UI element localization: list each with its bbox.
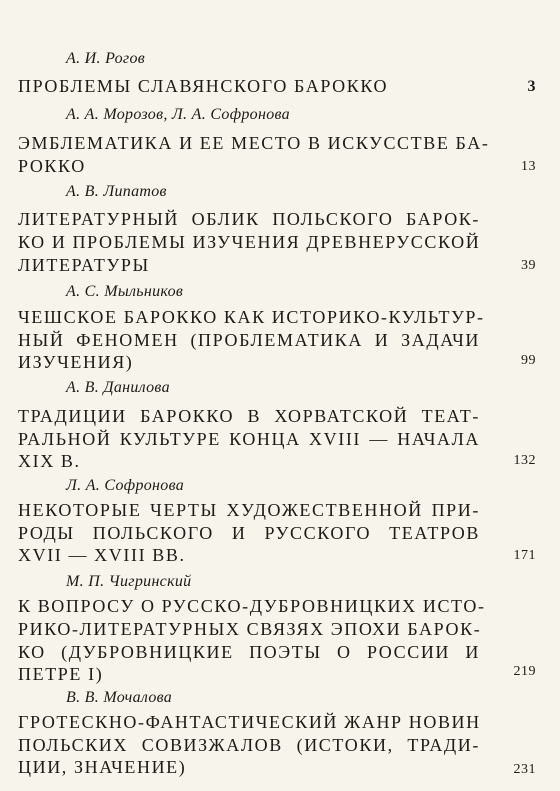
entry-title-line: НЕКОТОРЫЕ ЧЕРТЫ ХУДОЖЕСТВЕННОЙ ПРИ- [18,500,480,520]
entry-title-line: К ВОПРОСУ О РУССКО-ДУБРОВНИЦКИХ ИСТО- [18,596,486,616]
entry-author: А. И. Рогов [66,50,146,67]
entry-title-line: ИЗУЧЕНИЯ) [18,352,134,372]
entry-title-line: ПЕТРЕ I) [18,664,104,684]
entry-title-line: ЛИТЕРАТУРЫ [18,255,150,275]
entry-author: А. В. Данилова [66,379,170,396]
entry-title-line: XVII — XVIII ВВ. [18,545,186,565]
entry-page-number: 132 [513,453,536,468]
entry-page-number: 219 [513,664,536,679]
entry-title-line: КО (ДУБРОВНИЦКИЕ ПОЭТЫ О РОССИИ И [18,642,480,662]
entry-title-line: ПРОБЛЕМЫ СЛАВЯНСКОГО БАРОККО [18,76,389,96]
entry-title-line: НЫЙ ФЕНОМЕН (ПРОБЛЕМАТИКА И ЗАДАЧИ [18,330,480,350]
entry-title-line: ТРАДИЦИИ БАРОККО В ХОРВАТСКОЙ ТЕАТ- [18,406,480,426]
entry-author: Л. А. Софронова [66,477,185,494]
entry-page-number: 99 [521,353,536,368]
entry-title-line: ЦИИ, ЗНАЧЕНИЕ) [18,757,187,777]
entry-title-line: РОККО [18,156,86,176]
entry-author: А. В. Липатов [66,183,167,200]
entry-title-line: ПОЛЬСКИХ СОВИЗЖАЛОВ (ИСТОКИ, ТРАДИ- [18,735,480,755]
entry-title-line: ЧЕШСКОЕ БАРОККО КАК ИСТОРИКО-КУЛЬТУР- [18,307,485,327]
entry-title-line: ЭМБЛЕМАТИКА И ЕЕ МЕСТО В ИСКУССТВЕ БА- [18,133,490,153]
entry-title-line: РАЛЬНОЙ КУЛЬТУРЕ КОНЦА XVIII — НАЧАЛА [18,429,480,449]
entry-title-line: КО И ПРОБЛЕМЫ ИЗУЧЕНИЯ ДРЕВНЕРУССКОЙ [18,232,481,252]
entry-page-number: 39 [521,258,536,273]
entry-page-number: 3 [527,78,536,95]
entry-author: А. А. Морозов, Л. А. Софронова [66,106,290,123]
entry-title-line: ГРОТЕСКНО-ФАНТАСТИЧЕСКИЙ ЖАНР НОВИН [18,712,481,732]
entry-author: В. В. Мочалова [66,689,173,706]
entry-page-number: 13 [521,159,536,174]
entry-title-line: РОДЫ ПОЛЬСКОГО И РУССКОГО ТЕАТРОВ [18,523,480,543]
entry-author: М. П. Чигринский [66,573,192,590]
entry-author: А. С. Мыльников [66,283,184,300]
entry-page-number: 171 [513,548,536,563]
entry-title-line: ЛИТЕРАТУРНЫЙ ОБЛИК ПОЛЬСКОГО БАРОК- [18,209,480,229]
entry-title-line: РИКО-ЛИТЕРАТУРНЫХ СВЯЗЯХ ЭПОХИ БАРОК- [18,619,482,639]
entry-title-line: XIX В. [18,451,81,471]
entry-page-number: 231 [513,762,536,777]
